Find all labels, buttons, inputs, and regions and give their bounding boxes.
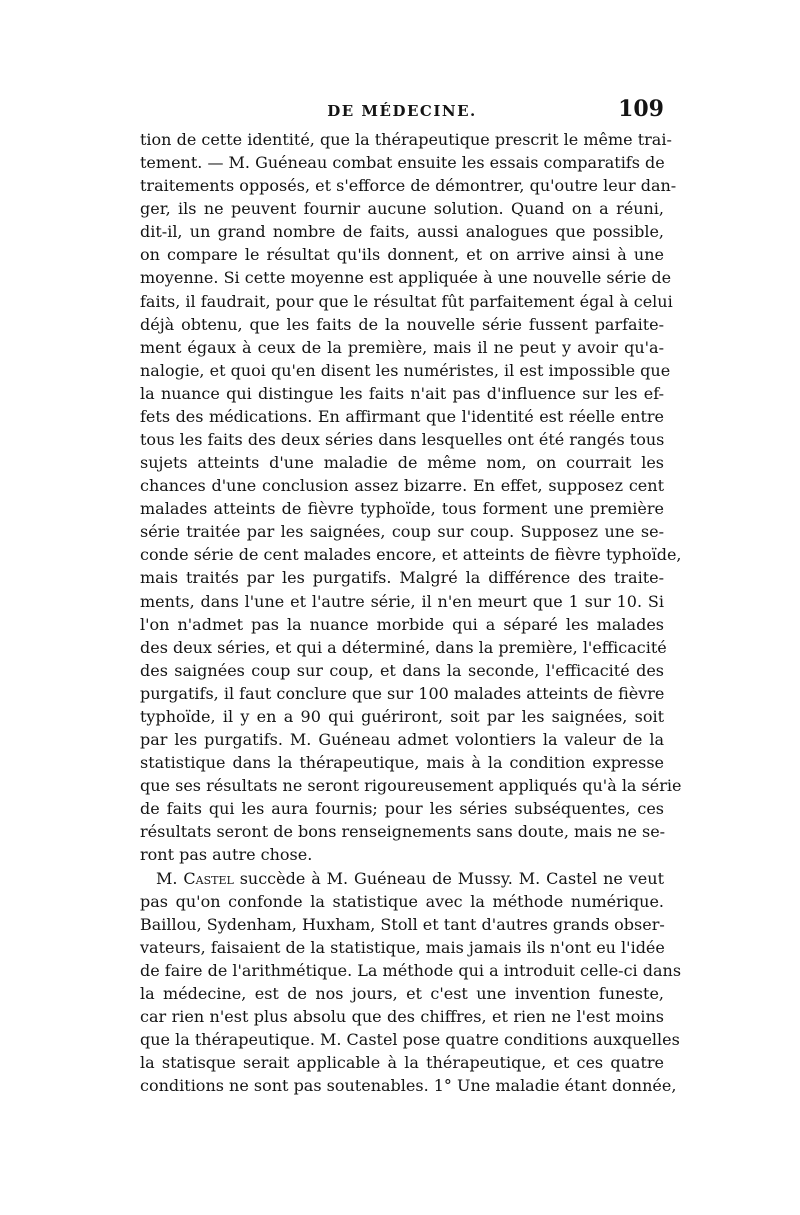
text-line: on compare le résultat qu'ils donnent, et on arrive ainsi à une <box>140 245 664 265</box>
body-text <box>140 128 682 1097</box>
paragraph-1 <box>140 128 682 867</box>
text-line: ger, ils ne peuvent fournir aucune solution. Quand on a réuni, <box>140 199 664 219</box>
text-line: la médecine, est de nos jours, et c'est une invention funeste, <box>140 983 664 1003</box>
text-line: la nuance qui distingue les faits n'ait pas d'influence sur les ef- <box>140 383 664 403</box>
speaker-name: M. Castel <box>156 868 234 888</box>
text-line: car rien n'est plus absolu que des chiffres, et rien ne l'est moins <box>140 1006 664 1026</box>
text-line: que la thérapeutique. M. Castel pose quatre conditions auxquelles <box>140 1030 680 1050</box>
text-line: malades atteints de fièvre typhoïde, tous forment une première <box>140 499 664 519</box>
text-line: tion de cette identité, que la thérapeutique prescrit le même trai- <box>140 130 672 149</box>
text-line: la statisque serait applicable à la thérapeutique, et ces quatre <box>140 1053 664 1073</box>
text-line: des deux séries, et qui a déterminé, dans la première, l'efficacité <box>140 637 667 657</box>
text-line: de faits qui les aura fournis; pour les séries subséquentes, ces <box>140 799 664 819</box>
text-line: l'on n'admet pas la nuance morbide qui a séparé les malades <box>140 614 664 634</box>
text-line: sujets atteints d'une maladie de même nom, on courrait les <box>140 453 664 473</box>
text-line: traitements opposés, et s'efforce de démontrer, qu'outre leur dan- <box>140 176 677 196</box>
text-line: purgatifs, il faut conclure que sur 100 malades atteints de fièvre <box>140 683 665 703</box>
text-line: que ses résultats ne seront rigoureusement appliqués qu'à la série <box>140 776 682 796</box>
text-span: succède à M. Guéneau de Mussy. M. Castel ne veut <box>233 868 665 888</box>
text-line: moyenne. Si cette moyenne est appliquée à une nouvelle série de <box>140 268 672 288</box>
text-line: pas qu'on confonde la statistique avec la méthode numérique. <box>140 891 664 911</box>
text-line: série traitée par les saignées, coup sur coup. Supposez une se- <box>140 522 664 542</box>
text-line: typhoïde, il y en a 90 qui guériront, soit par les saignées, soit <box>140 706 664 726</box>
text-line: vateurs, faisaient de la statistique, mais jamais ils n'ont eu l'idée <box>140 937 665 957</box>
text-line: mais traités par les purgatifs. Malgré la différence des traite- <box>140 568 664 588</box>
text-line: déjà obtenu, que les faits de la nouvelle série fussent parfaite- <box>140 314 664 334</box>
running-head <box>140 96 664 126</box>
text-line: chances d'une conclusion assez bizarre. En effet, supposez cent <box>140 476 664 496</box>
paragraph-2 <box>140 867 682 1098</box>
text-line: Baillou, Sydenham, Huxham, Stoll et tant d'autres grands obser- <box>140 914 665 934</box>
text-line: de faire de l'arithmétique. La méthode qui a introduit celle-ci dans <box>140 960 682 980</box>
text-line: tement. — M. Guéneau combat ensuite les essais comparatifs de <box>140 153 665 173</box>
text-line: des saignées coup sur coup, et dans la seconde, l'efficacité des <box>140 660 664 680</box>
running-title: DE MÉDECINE. <box>327 102 477 120</box>
text-line: ment égaux à ceux de la première, mais il ne peut y avoir qu'a- <box>140 337 664 357</box>
text-line: faits, il faudrait, pour que le résultat fût parfaitement égal à celui <box>140 291 673 311</box>
text-line: nalogie, et quoi qu'en disent les numéristes, il est impossible que <box>140 360 671 380</box>
page-number: 109 <box>618 96 664 122</box>
text-line: tous les faits des deux séries dans lesquelles ont été rangés tous <box>140 430 665 450</box>
text-line: ments, dans l'une et l'autre série, il n'en meurt que 1 sur 10. Si <box>140 591 664 611</box>
text-line: dit-il, un grand nombre de faits, aussi analogues que possible, <box>140 222 664 242</box>
text-line <box>140 867 664 890</box>
text-line: résultats seront de bons renseignements sans doute, mais ne se- <box>140 822 666 842</box>
text-line: fets des médications. En affirmant que l'identité est réelle entre <box>140 406 664 426</box>
text-line: conde série de cent malades encore, et atteints de fièvre typhoïde, <box>140 545 682 565</box>
text-line: conditions ne sont pas soutenables. 1° Une maladie étant donnée, <box>140 1076 677 1096</box>
text-line: par les purgatifs. M. Guéneau admet volontiers la valeur de la <box>140 730 664 750</box>
text-line: ront pas autre chose. <box>140 845 313 865</box>
text-line: statistique dans la thérapeutique, mais à la condition expresse <box>140 753 664 773</box>
